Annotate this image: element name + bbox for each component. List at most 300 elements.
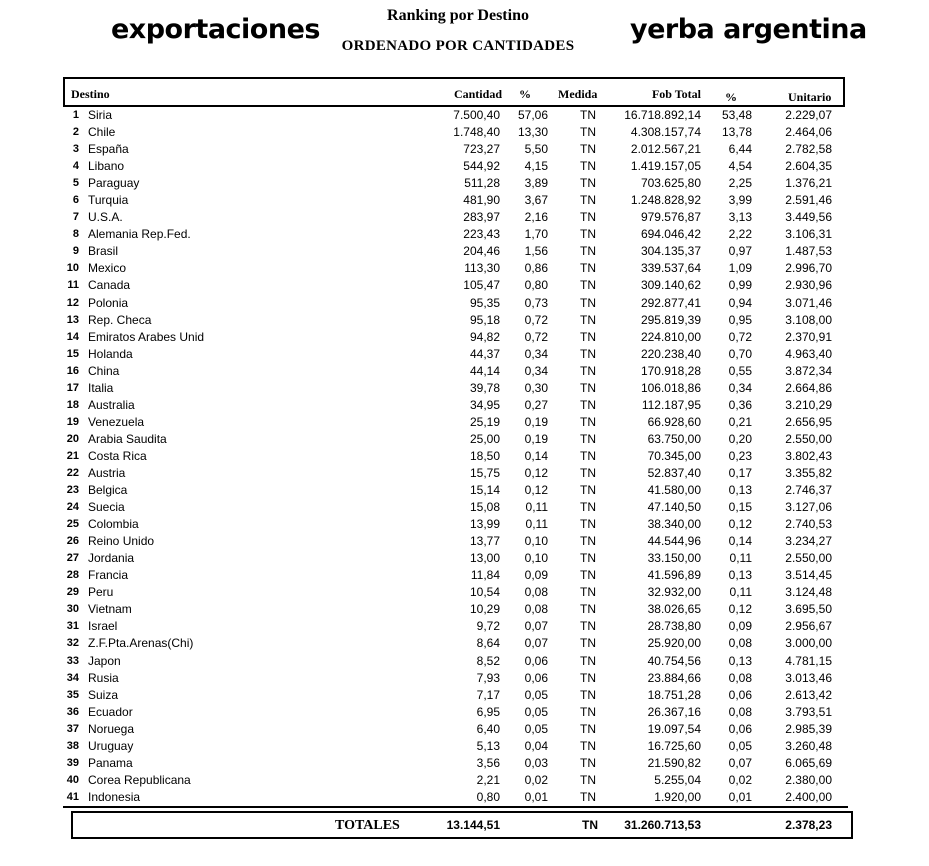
row-rank: 22 [66, 466, 79, 479]
row-fob-total: 2.012.567,21 [630, 142, 701, 157]
row-unitario: 3.013,46 [785, 670, 832, 685]
row-medida: TN [580, 636, 596, 651]
row-cantidad: 10,54 [469, 585, 500, 600]
row-cantidad: 113,30 [464, 261, 500, 276]
row-cantidad: 15,14 [469, 483, 500, 498]
row-cantidad: 13,99 [469, 517, 500, 532]
row-unitario: 3.108,00 [785, 312, 832, 327]
row-cantidad: 481,90 [463, 193, 500, 208]
row-rank: 8 [72, 228, 79, 241]
row-rank: 18 [66, 398, 79, 411]
row-cantidad: 13,00 [469, 551, 500, 566]
row-medida: TN [580, 483, 596, 498]
row-cantidad: 15,75 [469, 465, 500, 480]
row-unitario: 3.355,82 [785, 465, 832, 480]
row-percent-cantidad: 2,16 [524, 210, 548, 225]
table-row [0, 772, 929, 789]
row-cantidad: 7.500,40 [453, 108, 500, 122]
row-unitario: 2.613,42 [785, 687, 832, 702]
row-percent-cantidad: 0,03 [524, 755, 548, 770]
row-medida: TN [580, 176, 596, 191]
row-medida: TN [580, 500, 596, 515]
totals-medida: TN [582, 818, 598, 832]
row-medida: TN [580, 346, 596, 361]
row-percent-cantidad: 0,19 [524, 414, 548, 429]
row-rank: 41 [66, 790, 79, 803]
row-destino: Alemania Rep.Fed. [88, 227, 191, 242]
row-rank: 7 [72, 211, 79, 224]
row-destino: Canada [88, 278, 131, 293]
row-fob-total: 25.920,00 [647, 636, 701, 651]
table-row [0, 465, 929, 482]
row-unitario: 3.872,34 [785, 363, 832, 378]
column-header-destino: Destino [71, 87, 110, 101]
table-row [0, 363, 929, 380]
row-percent-fob: 3,99 [728, 193, 752, 208]
row-destino: Noruega [88, 721, 135, 736]
row-medida: TN [580, 261, 596, 276]
row-destino: Brasil [88, 244, 119, 259]
row-cantidad: 105,47 [463, 278, 500, 293]
row-medida: TN [580, 551, 596, 566]
row-rank: 28 [66, 569, 79, 582]
row-unitario: 6.065,69 [785, 755, 832, 770]
row-unitario: 2.591,46 [785, 193, 832, 208]
row-rank: 1 [72, 109, 79, 121]
row-fob-total: 47.140,50 [647, 500, 701, 515]
table-row [0, 687, 929, 704]
row-destino: Holanda [88, 346, 133, 361]
row-medida: TN [580, 108, 596, 122]
row-percent-fob: 0,21 [728, 414, 752, 429]
row-destino: Ecuador [88, 704, 133, 719]
row-medida: TN [580, 653, 596, 668]
row-cantidad: 7,17 [476, 687, 500, 702]
row-medida: TN [580, 517, 596, 532]
row-medida: TN [580, 704, 596, 719]
row-unitario: 3.514,45 [785, 568, 832, 583]
row-rank: 26 [66, 535, 79, 548]
row-unitario: 2.782,58 [785, 142, 832, 157]
row-rank: 21 [66, 449, 79, 462]
row-percent-cantidad: 0,04 [524, 738, 548, 753]
row-rank: 24 [66, 501, 79, 514]
row-percent-fob: 3,13 [728, 210, 752, 225]
row-cantidad: 204,46 [463, 244, 500, 259]
table-row [0, 584, 929, 601]
row-cantidad: 95,35 [469, 295, 500, 310]
row-unitario: 1.376,21 [785, 176, 832, 191]
row-unitario: 1.487,53 [785, 244, 832, 259]
row-fob-total: 41.596,89 [647, 568, 701, 583]
row-destino: Rusia [88, 670, 119, 685]
row-medida: TN [580, 159, 596, 174]
row-destino: China [88, 363, 120, 378]
row-percent-cantidad: 57,06 [517, 108, 548, 122]
row-fob-total: 40.754,56 [647, 653, 701, 668]
row-rank: 9 [72, 245, 79, 258]
row-cantidad: 39,78 [469, 380, 500, 395]
row-rank: 19 [66, 415, 79, 428]
row-cantidad: 95,18 [469, 312, 500, 327]
row-destino: Japon [88, 653, 121, 668]
row-rank: 20 [66, 432, 79, 445]
table-row [0, 431, 929, 448]
row-fob-total: 292.877,41 [640, 295, 701, 310]
row-percent-fob: 0,15 [728, 500, 752, 515]
row-fob-total: 19.097,54 [647, 721, 701, 736]
row-percent-fob: 0,06 [728, 687, 752, 702]
row-destino: Turquia [88, 193, 129, 208]
row-percent-fob: 13,78 [721, 125, 752, 140]
table-row [0, 550, 929, 567]
row-fob-total: 170.918,28 [640, 363, 701, 378]
row-percent-fob: 0,01 [728, 789, 752, 804]
row-percent-fob: 0,17 [728, 465, 752, 480]
row-fob-total: 694.046,42 [640, 227, 701, 242]
row-unitario: 2.656,95 [785, 414, 832, 429]
row-fob-total: 63.750,00 [647, 431, 701, 446]
row-unitario: 4.963,40 [785, 346, 832, 361]
table-row [0, 243, 929, 260]
row-cantidad: 0,80 [476, 789, 500, 804]
table-row [0, 414, 929, 431]
row-fob-total: 52.837,40 [647, 465, 701, 480]
row-unitario: 4.781,15 [785, 653, 832, 668]
table-row [0, 346, 929, 363]
row-medida: TN [580, 534, 596, 549]
table-row [0, 704, 929, 721]
row-rank: 25 [66, 518, 79, 531]
row-percent-cantidad: 0,14 [524, 448, 548, 463]
table-row [0, 653, 929, 670]
row-medida: TN [580, 295, 596, 310]
row-percent-cantidad: 3,67 [524, 193, 548, 208]
column-header-bar [63, 77, 845, 107]
table-row [0, 124, 929, 141]
row-percent-cantidad: 0,01 [524, 789, 548, 804]
row-medida: TN [580, 431, 596, 446]
row-percent-cantidad: 0,86 [524, 261, 548, 276]
row-rank: 12 [66, 296, 79, 309]
row-unitario: 2.604,35 [785, 159, 832, 174]
row-fob-total: 32.932,00 [647, 585, 701, 600]
ranking-table-body [0, 107, 929, 806]
row-percent-cantidad: 0,05 [524, 721, 548, 736]
row-destino: Venezuela [88, 414, 145, 429]
table-row [0, 141, 929, 158]
row-destino: Paraguay [88, 176, 140, 191]
column-header-percent-cantidad: % [519, 87, 531, 101]
row-fob-total: 224.810,00 [640, 329, 701, 344]
row-fob-total: 1.920,00 [654, 789, 701, 804]
table-row [0, 618, 929, 635]
row-percent-fob: 0,13 [728, 568, 752, 583]
row-cantidad: 7,93 [476, 670, 500, 685]
row-unitario: 3.802,43 [785, 448, 832, 463]
row-percent-cantidad: 0,07 [524, 619, 548, 634]
row-fob-total: 4.308.157,74 [630, 125, 701, 140]
row-cantidad: 8,64 [476, 636, 500, 651]
row-fob-total: 220.238,40 [640, 346, 701, 361]
page-title-left: exportaciones [111, 14, 320, 45]
row-percent-fob: 2,22 [728, 227, 752, 242]
row-medida: TN [580, 414, 596, 429]
table-bottom-rule [63, 806, 848, 808]
row-percent-fob: 53,48 [721, 108, 752, 122]
row-unitario: 2.956,67 [785, 619, 832, 634]
row-fob-total: 979.576,87 [640, 210, 701, 225]
row-percent-fob: 0,97 [728, 244, 752, 259]
row-fob-total: 38.340,00 [647, 517, 701, 532]
row-unitario: 3.695,50 [785, 602, 832, 617]
row-percent-cantidad: 0,27 [524, 397, 548, 412]
row-unitario: 3.210,29 [785, 397, 832, 412]
row-rank: 6 [72, 194, 79, 207]
row-unitario: 3.793,51 [785, 704, 832, 719]
row-fob-total: 5.255,04 [654, 772, 701, 787]
row-fob-total: 16.725,60 [647, 738, 701, 753]
row-rank: 37 [66, 722, 79, 735]
row-percent-cantidad: 0,09 [524, 568, 548, 583]
page-title-right: yerba argentina [630, 14, 867, 45]
row-medida: TN [580, 448, 596, 463]
table-row [0, 755, 929, 772]
row-fob-total: 309.140,62 [640, 278, 701, 293]
row-fob-total: 23.884,66 [647, 670, 701, 685]
row-unitario: 2.550,00 [785, 431, 832, 446]
table-row [0, 397, 929, 414]
row-percent-cantidad: 0,11 [525, 500, 548, 515]
row-percent-cantidad: 0,05 [524, 704, 548, 719]
row-destino: Panama [88, 755, 133, 770]
row-cantidad: 25,19 [469, 414, 500, 429]
row-percent-cantidad: 0,11 [525, 517, 548, 532]
row-unitario: 3.127,06 [785, 500, 832, 515]
row-percent-fob: 0,14 [728, 534, 752, 549]
row-medida: TN [580, 772, 596, 787]
row-percent-cantidad: 0,06 [524, 653, 548, 668]
row-rank: 27 [66, 552, 79, 565]
table-row [0, 516, 929, 533]
row-unitario: 2.664,86 [785, 380, 832, 395]
row-unitario: 2.400,00 [785, 789, 832, 804]
row-medida: TN [580, 329, 596, 344]
table-row [0, 380, 929, 397]
row-medida: TN [580, 244, 596, 259]
row-rank: 14 [66, 330, 79, 343]
row-percent-cantidad: 0,02 [524, 772, 548, 787]
row-medida: TN [580, 687, 596, 702]
totals-unitario: 2.378,23 [785, 818, 832, 832]
report-subtitle: ORDENADO POR CANTIDADES [341, 38, 575, 54]
row-percent-fob: 0,05 [728, 738, 752, 753]
row-medida: TN [580, 789, 596, 804]
row-percent-fob: 0,08 [728, 704, 752, 719]
row-percent-cantidad: 0,73 [524, 295, 548, 310]
row-percent-cantidad: 0,30 [524, 380, 548, 395]
row-percent-fob: 0,34 [728, 380, 752, 395]
row-cantidad: 34,95 [469, 397, 500, 412]
row-percent-fob: 0,02 [728, 772, 752, 787]
row-unitario: 3.071,46 [785, 295, 832, 310]
row-cantidad: 44,37 [469, 346, 500, 361]
column-header-medida: Medida [558, 87, 598, 101]
row-cantidad: 3,56 [476, 755, 500, 770]
row-destino: Austria [88, 465, 126, 480]
row-medida: TN [580, 619, 596, 634]
row-destino: Emiratos Arabes Unid [88, 329, 205, 344]
row-cantidad: 10,29 [469, 602, 500, 617]
row-destino: Uruguay [88, 738, 134, 753]
row-percent-cantidad: 0,08 [524, 602, 548, 617]
row-percent-cantidad: 0,12 [524, 465, 548, 480]
row-unitario: 2.930,96 [785, 278, 832, 293]
row-unitario: 3.449,56 [785, 210, 832, 225]
row-cantidad: 9,72 [476, 619, 500, 634]
row-unitario: 2.740,53 [785, 517, 832, 532]
row-unitario: 2.985,39 [785, 721, 832, 736]
table-row [0, 158, 929, 175]
row-medida: TN [580, 227, 596, 242]
row-unitario: 2.380,00 [785, 772, 832, 787]
row-rank: 31 [66, 620, 79, 633]
row-percent-fob: 0,23 [728, 448, 752, 463]
row-rank: 29 [66, 586, 79, 599]
row-percent-fob: 6,44 [728, 142, 752, 157]
row-cantidad: 18,50 [469, 448, 500, 463]
row-percent-fob: 0,12 [728, 602, 752, 617]
row-percent-fob: 0,07 [728, 755, 752, 770]
row-cantidad: 283,97 [463, 210, 500, 225]
row-percent-cantidad: 0,72 [524, 329, 548, 344]
row-percent-fob: 0,08 [728, 670, 752, 685]
row-cantidad: 15,08 [469, 500, 500, 515]
row-rank: 15 [66, 347, 79, 360]
table-row [0, 277, 929, 294]
row-fob-total: 44.544,96 [647, 534, 701, 549]
row-percent-fob: 0,08 [728, 636, 752, 651]
table-row [0, 312, 929, 329]
row-destino: Reino Unido [88, 534, 155, 549]
row-unitario: 3.000,00 [785, 636, 832, 651]
row-percent-cantidad: 13,30 [517, 125, 548, 140]
table-row [0, 295, 929, 312]
table-row [0, 209, 929, 226]
table-row [0, 533, 929, 550]
row-destino: Francia [88, 568, 129, 583]
row-percent-fob: 0,36 [728, 397, 752, 412]
row-destino: Suecia [88, 500, 125, 515]
column-header-fob-total: Fob Total [651, 87, 701, 101]
row-destino: Jordania [88, 551, 135, 566]
row-medida: TN [580, 210, 596, 225]
row-destino: Chile [88, 125, 116, 140]
row-percent-fob: 0,72 [728, 329, 752, 344]
row-medida: TN [580, 363, 596, 378]
row-percent-cantidad: 5,50 [524, 142, 548, 157]
row-destino: Italia [88, 380, 114, 395]
row-percent-cantidad: 0,34 [524, 346, 548, 361]
row-rank: 39 [66, 756, 79, 769]
row-percent-cantidad: 0,12 [524, 483, 548, 498]
row-cantidad: 11,84 [470, 568, 500, 583]
row-cantidad: 25,00 [469, 431, 500, 446]
row-rank: 13 [66, 313, 79, 326]
row-destino: U.S.A. [88, 210, 123, 225]
row-fob-total: 26.367,16 [647, 704, 701, 719]
row-fob-total: 66.928,60 [647, 414, 701, 429]
row-cantidad: 13,77 [469, 534, 500, 549]
row-rank: 10 [66, 262, 79, 275]
row-fob-total: 21.590,82 [647, 755, 701, 770]
row-percent-cantidad: 0,10 [524, 534, 548, 549]
row-destino: Vietnam [88, 602, 132, 617]
totals-fob-total: 31.260.713,53 [624, 818, 701, 832]
row-percent-cantidad: 0,08 [524, 585, 548, 600]
row-cantidad: 2,21 [476, 772, 500, 787]
table-row [0, 448, 929, 465]
table-row [0, 482, 929, 499]
row-rank: 32 [66, 637, 79, 650]
row-destino: Colombia [88, 517, 139, 532]
table-row [0, 175, 929, 192]
row-rank: 17 [66, 381, 79, 394]
row-cantidad: 544,92 [463, 159, 500, 174]
row-destino: Australia [88, 397, 135, 412]
row-percent-cantidad: 0,72 [524, 312, 548, 327]
row-medida: TN [580, 738, 596, 753]
table-row [0, 329, 929, 346]
row-rank: 40 [66, 773, 79, 786]
row-medida: TN [580, 568, 596, 583]
row-fob-total: 1.419.157,05 [630, 159, 701, 174]
row-percent-fob: 0,94 [728, 295, 752, 310]
row-fob-total: 703.625,80 [640, 176, 701, 191]
row-percent-cantidad: 3,89 [524, 176, 548, 191]
row-fob-total: 304.135,37 [640, 244, 701, 259]
row-percent-fob: 0,09 [728, 619, 752, 634]
row-fob-total: 18.751,28 [647, 687, 701, 702]
row-cantidad: 5,13 [476, 738, 500, 753]
row-cantidad: 511,28 [464, 176, 500, 191]
table-row [0, 738, 929, 755]
row-unitario: 3.234,27 [785, 534, 832, 549]
row-cantidad: 6,95 [476, 704, 500, 719]
row-cantidad: 94,82 [469, 329, 500, 344]
row-destino: Israel [88, 619, 118, 634]
table-row [0, 601, 929, 618]
row-percent-fob: 4,54 [728, 159, 752, 174]
row-medida: TN [580, 380, 596, 395]
row-rank: 3 [72, 143, 79, 156]
table-row [0, 635, 929, 652]
row-percent-cantidad: 4,15 [524, 159, 548, 174]
row-unitario: 2.229,07 [785, 108, 832, 122]
row-rank: 34 [66, 671, 79, 684]
row-destino: Indonesia [88, 789, 141, 804]
row-rank: 2 [72, 126, 79, 139]
row-unitario: 2.370,91 [785, 329, 832, 344]
table-row [0, 499, 929, 516]
table-row [0, 567, 929, 584]
row-fob-total: 28.738,80 [647, 619, 701, 634]
row-fob-total: 16.718.892,14 [624, 108, 701, 122]
row-cantidad: 44,14 [469, 363, 500, 378]
row-medida: TN [580, 465, 596, 480]
row-rank: 16 [66, 364, 79, 377]
row-percent-fob: 0,13 [728, 653, 752, 668]
